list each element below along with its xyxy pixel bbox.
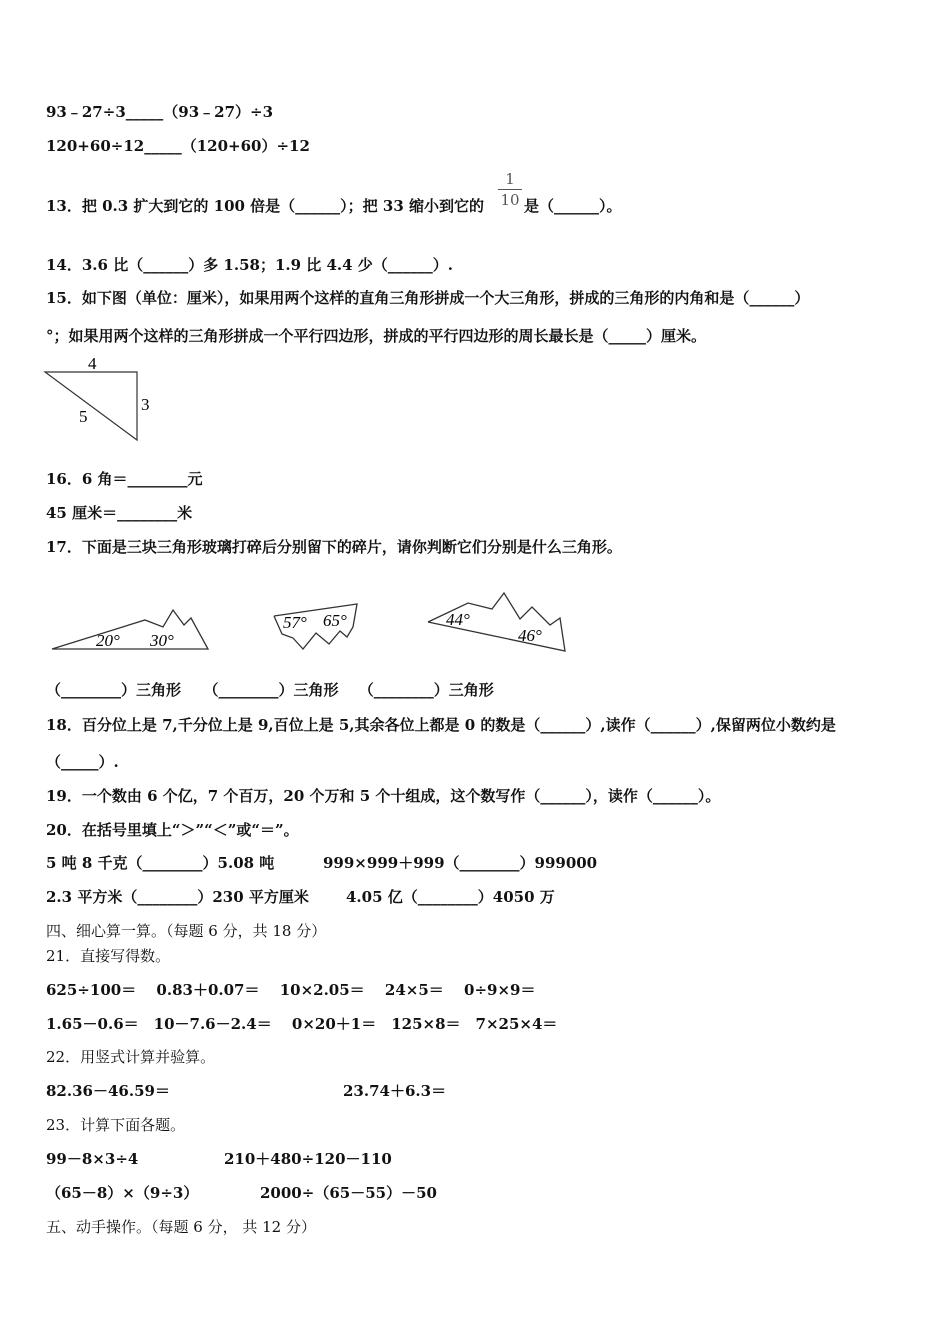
question-20-row2-left: 2.3 平方米（________）230 平方厘米 xyxy=(46,888,309,906)
question-20-row1-left: 5 吨 8 千克（________）5.08 吨 xyxy=(46,854,275,872)
question-16-line2: 45 厘米＝________米 xyxy=(46,504,193,522)
question-15-line1: 15．如下图（单位：厘米），如果用两个这样的直角三角形拼成一个大三角形，拼成的三角形的内角和是（______） xyxy=(46,289,810,307)
glass-shard-c xyxy=(424,588,574,654)
question-17: 17．下面是三块三角形玻璃打碎后分别留下的碎片，请你判断它们分别是什么三角形。 xyxy=(46,538,622,556)
question-22-a: 82.36－46.59＝ xyxy=(46,1082,170,1100)
question-20: 20．在括号里填上“＞”“＜”或“＝”。 xyxy=(46,821,299,839)
shard-a-angle1: 20° xyxy=(96,631,120,650)
question-20-row2-right: 4.05 亿（________）4050 万 xyxy=(346,888,555,906)
question-19: 19．一个数由 6 个亿，7 个百万，20 个万和 5 个十组成，这个数写作（______），读作（______）。 xyxy=(46,787,721,805)
glass-shard-b xyxy=(268,600,368,652)
question-21: 21．直接写得数。 xyxy=(46,947,171,965)
question-20-row1-right: 999×999＋999（________）999000 xyxy=(323,854,598,872)
shard-c-angle2: 46° xyxy=(518,626,542,645)
question-17-answers: （________）三角形 （________）三角形 （________）三角形 xyxy=(46,681,494,699)
question-18-line2: （_____）. xyxy=(46,753,119,771)
shard-a-angle2: 30° xyxy=(150,631,174,650)
question-23-row1-right: 210＋480÷120－110 xyxy=(224,1150,392,1168)
question-23-row1-left: 99－8×3÷4 xyxy=(46,1150,139,1168)
question-22-b: 23.74＋6.3＝ xyxy=(343,1082,447,1100)
shard-b-angle2: 65° xyxy=(323,611,347,630)
question-23-row2-right: 2000÷（65－55）－50 xyxy=(260,1184,437,1202)
right-triangle-figure xyxy=(40,350,170,450)
fraction-one-tenth xyxy=(498,170,522,209)
question-16-line1: 16．6 角＝________元 xyxy=(46,470,203,488)
shard-b-angle1: 57° xyxy=(283,613,307,632)
shard-c-angle1: 44° xyxy=(446,610,470,629)
fraction-denominator: 10 xyxy=(500,191,520,209)
triangle-side-top: 4 xyxy=(88,354,97,373)
compare-line-1: 93﹣27÷3_____（93﹣27）÷3 xyxy=(46,103,274,121)
question-23: 23．计算下面各题。 xyxy=(46,1116,186,1134)
section-5-heading: 五、动手操作。（每题 6 分， 共 12 分） xyxy=(46,1218,316,1236)
question-13-part1: 13．把 0.3 扩大到它的 100 倍是（______）；把 33 缩小到它的 xyxy=(46,197,484,215)
question-21-row1: 625÷100＝ 0.83＋0.07＝ 10×2.05＝ 24×5＝ 0÷9×9＝ xyxy=(46,981,536,999)
question-15-line2: °；如果用两个这样的三角形拼成一个平行四边形，拼成的平行四边形的周长最长是（_____）厘米。 xyxy=(46,327,707,345)
question-22: 22．用竖式计算并验算。 xyxy=(46,1048,216,1066)
question-23-row2-left: （65－8）×（9÷3） xyxy=(46,1184,199,1202)
fraction-numerator: 1 xyxy=(505,170,515,188)
question-18-line1: 18．百分位上是 7,千分位上是 9,百位上是 5,其余各位上都是 0 的数是（______）,读作（______）,保留两位小数约是 xyxy=(46,716,836,734)
triangle-side-hyp: 5 xyxy=(79,407,88,426)
section-4-heading: 四、细心算一算。（每题 6 分，共 18 分） xyxy=(46,922,327,940)
triangle-side-right: 3 xyxy=(141,395,150,414)
question-21-row2: 1.65－0.6＝ 10－7.6－2.4＝ 0×20＋1＝ 125×8＝ 7×25×4＝ xyxy=(46,1015,558,1033)
question-13-part2: 是（______）。 xyxy=(524,197,622,215)
glass-shard-a xyxy=(50,598,220,654)
question-14: 14．3.6 比（______）多 1.58；1.9 比 4.4 少（______）. xyxy=(46,256,454,274)
compare-line-2: 120+60÷12_____（120+60）÷12 xyxy=(46,137,310,155)
